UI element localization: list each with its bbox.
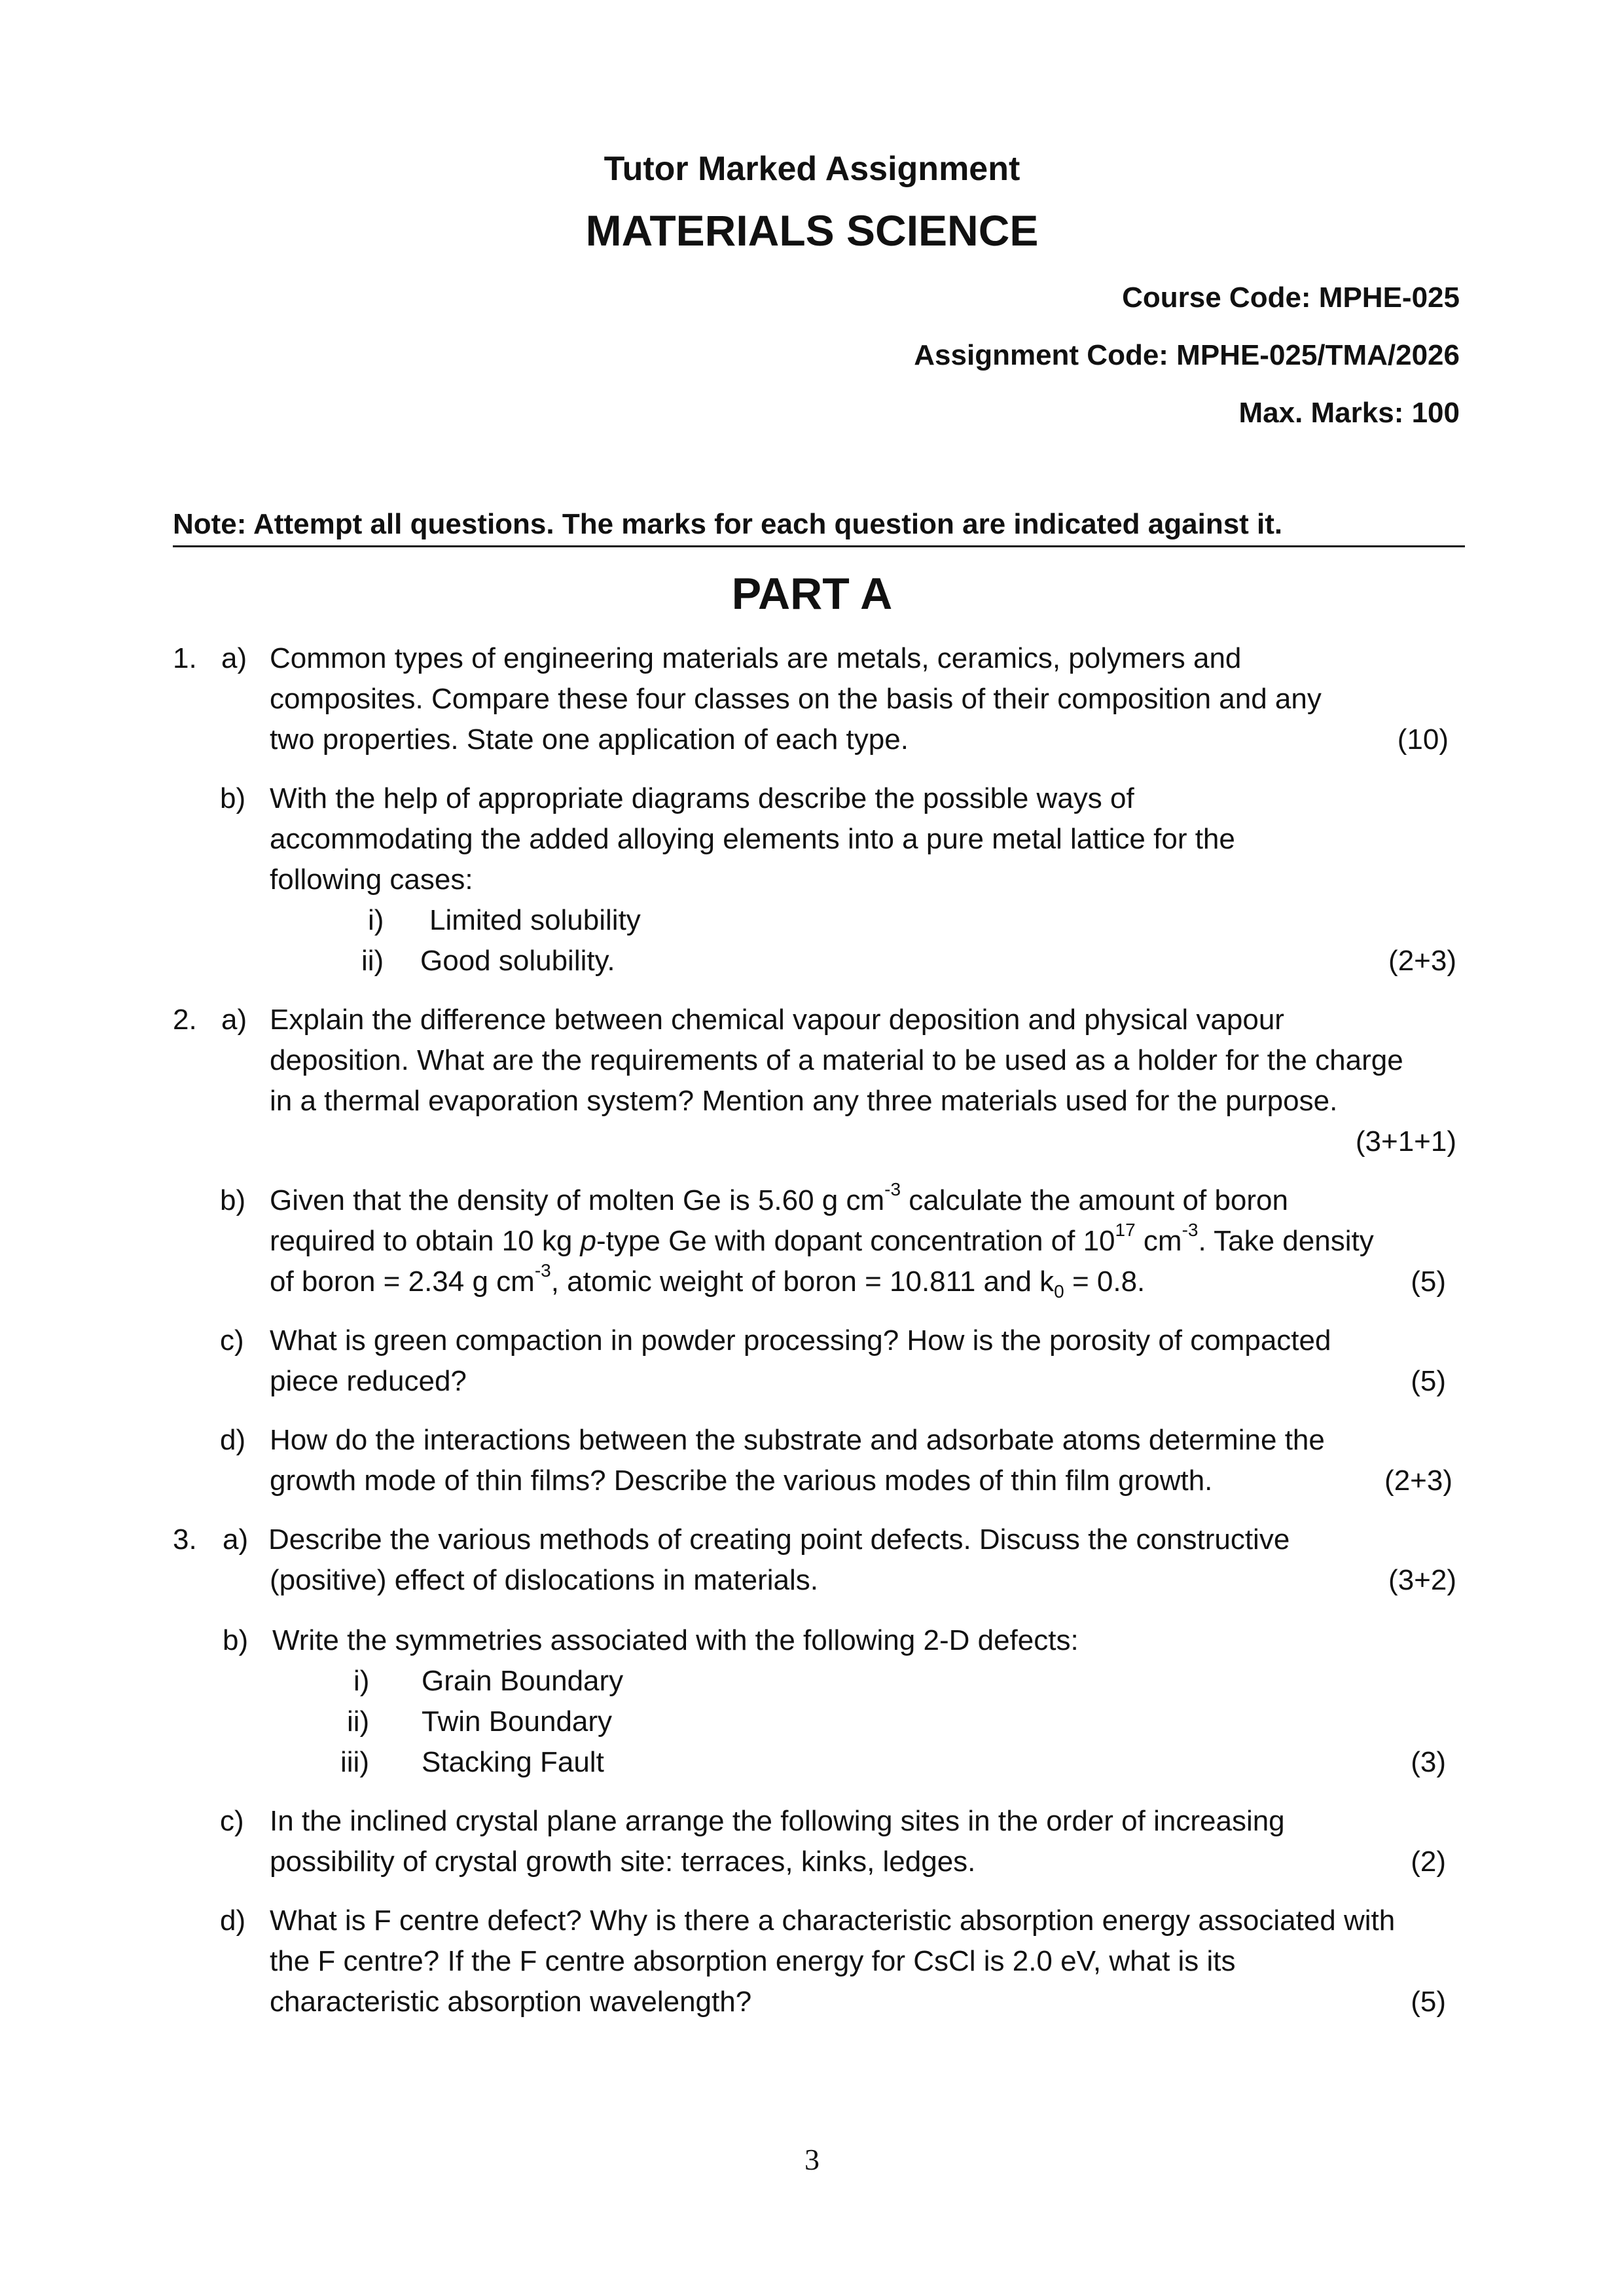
course-code: Course Code: MPHE-025: [1122, 282, 1460, 314]
roman-numeral: ii): [347, 1705, 370, 1738]
subquestion-label: a): [221, 1004, 247, 1036]
question-text-line: following cases:: [270, 864, 473, 896]
question-text-line: the F centre? If the F centre absorption energy for CsCl is 2.0 eV, what is its: [270, 1945, 1236, 1977]
question-text-line: piece reduced?: [270, 1365, 467, 1397]
roman-numeral: ii): [361, 945, 384, 977]
note-divider: [173, 545, 1465, 547]
marks: (2+3): [1384, 1465, 1453, 1497]
subquestion-label: b): [220, 782, 246, 814]
marks: (5): [1411, 1986, 1446, 2018]
question-text-line: Common types of engineering materials are metals, ceramics, polymers and: [270, 642, 1242, 674]
marks: (2+3): [1388, 945, 1456, 977]
question-text-line: What is green compaction in powder processing? How is the porosity of compacted: [270, 1324, 1331, 1357]
subquestion-label: a): [221, 642, 247, 674]
subquestion-label: b): [223, 1624, 249, 1656]
subquestion-label: c): [220, 1324, 244, 1357]
roman-numeral: i): [368, 904, 384, 936]
question-text-line: (positive) effect of dislocations in materials.: [270, 1564, 818, 1596]
question-text-line: Write the symmetries associated with the following 2-D defects:: [272, 1624, 1079, 1656]
question-text-line: What is F centre defect? Why is there a characteristic absorption energy associated with: [270, 1904, 1396, 1937]
marks: (5): [1411, 1365, 1446, 1397]
question-text-line: possibility of crystal growth site: terraces, kinks, ledges.: [270, 1846, 976, 1878]
list-item: Good solubility.: [420, 945, 615, 977]
roman-numeral: iii): [340, 1746, 369, 1778]
list-item: Limited solubility: [429, 904, 641, 936]
assignment-code: Assignment Code: MPHE-025/TMA/2026: [914, 339, 1460, 371]
marks: (10): [1397, 723, 1449, 756]
marks: (3+2): [1388, 1564, 1456, 1596]
question-text-line: Explain the difference between chemical vapour deposition and physical vapour: [270, 1004, 1284, 1036]
question-text-line: deposition. What are the requirements of a material to be used as a holder for the charge: [270, 1044, 1403, 1076]
list-item: Twin Boundary: [422, 1705, 613, 1738]
question-text-line: Describe the various methods of creating point defects. Discuss the constructive: [268, 1523, 1290, 1556]
subquestion-label: c): [220, 1805, 244, 1837]
subject-title: MATERIALS SCIENCE: [585, 206, 1039, 255]
question-text-line: In the inclined crystal plane arrange the following sites in the order of increasing: [270, 1805, 1285, 1837]
question-text-line: How do the interactions between the substrate and adsorbate atoms determine the: [270, 1424, 1325, 1456]
subquestion-label: d): [220, 1424, 246, 1456]
marks: (2): [1411, 1846, 1446, 1878]
max-marks: Max. Marks: 100: [1238, 397, 1460, 429]
marks: (3): [1411, 1746, 1446, 1778]
question-text-line: accommodating the added alloying elements into a pure metal lattice for the: [270, 823, 1235, 855]
part-title: PART A: [731, 569, 893, 619]
question-text-line: two properties. State one application of each type.: [270, 723, 909, 756]
list-item: Grain Boundary: [422, 1665, 624, 1697]
marks: (5): [1411, 1266, 1446, 1298]
question-text-line: composites. Compare these four classes on the basis of their composition and any: [270, 683, 1322, 715]
roman-numeral: i): [353, 1665, 370, 1697]
page-number: 3: [804, 2143, 820, 2176]
subquestion-label: d): [220, 1904, 246, 1937]
question-text-line: in a thermal evaporation system? Mention any three materials used for the purpose.: [270, 1085, 1338, 1117]
question-number: 1.: [173, 642, 197, 674]
list-item: Stacking Fault: [422, 1746, 604, 1778]
question-text-line: required to obtain 10 kg p-type Ge with dopant concentration of $10^{17}$ $cm^{-3}$. Take density: [270, 1220, 1374, 1257]
subquestion-label: b): [220, 1184, 246, 1216]
question-text-line: of boron = 2.34 g $cm^{-3}$, atomic weight of boron = 10.811 and $k_0 = 0.8$.: [270, 1260, 1146, 1302]
document-title: Tutor Marked Assignment: [604, 150, 1020, 188]
question-number: 3.: [173, 1523, 197, 1556]
question-text-line: Given that the density of molten Ge is 5.60 g $cm^{-3}$ calculate the amount of boron: [270, 1179, 1288, 1216]
question-text-line: growth mode of thin films? Describe the various modes of thin film growth.: [270, 1465, 1213, 1497]
question-number: 2.: [173, 1004, 197, 1036]
subquestion-label: a): [223, 1523, 249, 1556]
question-text-line: With the help of appropriate diagrams describe the possible ways of: [270, 782, 1134, 814]
question-text-line: characteristic absorption wavelength?: [270, 1986, 752, 2018]
marks: (3+1+1): [1355, 1125, 1456, 1157]
instructions-note: Note: Attempt all questions. The marks for each question are indicated against it.: [173, 508, 1283, 540]
